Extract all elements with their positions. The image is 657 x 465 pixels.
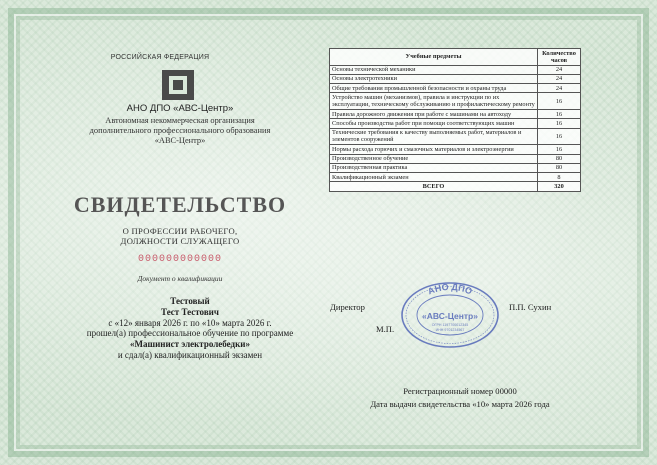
recipient-surname: Тестовый xyxy=(170,296,210,306)
total-label: ВСЕГО xyxy=(330,182,538,191)
hours-column-header: Количество часов xyxy=(538,49,581,66)
recipient-block xyxy=(40,296,340,361)
table-row xyxy=(330,163,581,172)
stamp-text-mid: «АВС-Центр» xyxy=(422,311,478,321)
org-short-name: АНО ДПО «АВС-Центр» xyxy=(126,103,234,114)
subject-cell: Нормы расхода горючих и смазочных материалов и электроэнергии xyxy=(330,145,538,154)
training-period: с «12» января 2026 г. по «10» марта 2026 г. xyxy=(108,317,272,328)
issue-date: Дата выдачи свидетельства «10» марта 2026 года xyxy=(370,399,550,409)
table-row xyxy=(330,145,581,154)
table-header-row xyxy=(330,49,581,66)
hours-cell: 8 xyxy=(538,173,581,182)
profession-line: ДОЛЖНОСТИ СЛУЖАЩЕГО xyxy=(120,236,240,246)
profession-line: О ПРОФЕССИИ РАБОЧЕГО, xyxy=(122,226,238,236)
subjects-table xyxy=(329,48,581,192)
subject-cell: Правила дорожного движения при работе с машинами на автоходу xyxy=(330,110,538,119)
subject-cell: Технические требования к качеству выполняемых работ, материалов и элементов сооружений xyxy=(330,128,538,145)
hours-cell: 16 xyxy=(538,93,581,110)
hours-cell: 16 xyxy=(538,119,581,128)
subject-cell: Общие требования промышленной безопасности и охраны труда xyxy=(330,84,538,93)
subject-cell: Основы технической механики xyxy=(330,65,538,74)
country-label: РОССИЙСКАЯ ФЕДЕРАЦИЯ xyxy=(110,54,210,61)
certificate-title: СВИДЕТЕЛЬСТВО xyxy=(73,192,287,217)
hours-cell: 80 xyxy=(538,163,581,172)
subject-cell: Устройство машин (механизмов), правила и инструкции по их эксплуатации, техническому обслуживанию и профилактическому ремонту xyxy=(330,93,538,110)
stamp-text-top: АНО ДПО xyxy=(426,281,474,297)
director-name: П.П. Сухин xyxy=(509,302,552,312)
org-logo-icon xyxy=(160,68,196,102)
subject-cell: Основы электротехники xyxy=(330,74,538,83)
table-row xyxy=(330,173,581,182)
seal-place-label: М.П. xyxy=(376,324,395,334)
table-row xyxy=(330,119,581,128)
org-full-line: дополнительного профессионального образования xyxy=(89,126,271,135)
stamp-line1: ОГРН 1197700012345 xyxy=(431,323,469,327)
table-row xyxy=(330,128,581,145)
table-row xyxy=(330,110,581,119)
hours-cell: 24 xyxy=(538,74,581,83)
stamp-line2: ИНН 9701234567 xyxy=(435,328,465,332)
document-type: Документ о квалификации xyxy=(137,274,223,283)
director-label: Директор xyxy=(330,302,365,312)
org-full-line: «АВС-Центр» xyxy=(154,136,206,145)
hours-cell: 24 xyxy=(538,65,581,74)
subject-cell: Производственное обучение xyxy=(330,154,538,163)
table-row xyxy=(330,93,581,110)
program-name: «Машинист электролебедки» xyxy=(130,339,250,350)
subject-cell: Производственная практика xyxy=(330,163,538,172)
hours-cell: 16 xyxy=(538,145,581,154)
table-row xyxy=(330,65,581,74)
hours-cell: 24 xyxy=(538,84,581,93)
profession-subtitle xyxy=(80,226,280,246)
document-number: 000000000000 xyxy=(137,254,222,265)
hours-cell: 16 xyxy=(538,110,581,119)
subject-column-header: Учебные предметы xyxy=(330,49,538,66)
total-hours: 320 xyxy=(538,182,581,191)
table-row xyxy=(330,84,581,93)
total-row xyxy=(330,182,581,191)
org-full-line: Автономная некоммерческая организация xyxy=(105,116,255,125)
exam-text: и сдал(а) квалификационный экзамен xyxy=(117,349,263,360)
hours-cell: 16 xyxy=(538,128,581,145)
org-full-name xyxy=(60,116,300,146)
completed-text: прошел(а) профессиональное обучение по программе xyxy=(86,328,294,339)
recipient-name: Тест Тестович xyxy=(161,306,219,317)
hours-cell: 80 xyxy=(538,154,581,163)
subject-cell: Способы производства работ при помощи соответствующих машин xyxy=(330,119,538,128)
table-row xyxy=(330,154,581,163)
table-row xyxy=(330,74,581,83)
subject-cell: Квалификационный экзамен xyxy=(330,173,538,182)
registration-number: Регистрационный номер 00000 xyxy=(403,386,517,396)
organization-stamp xyxy=(398,279,502,349)
